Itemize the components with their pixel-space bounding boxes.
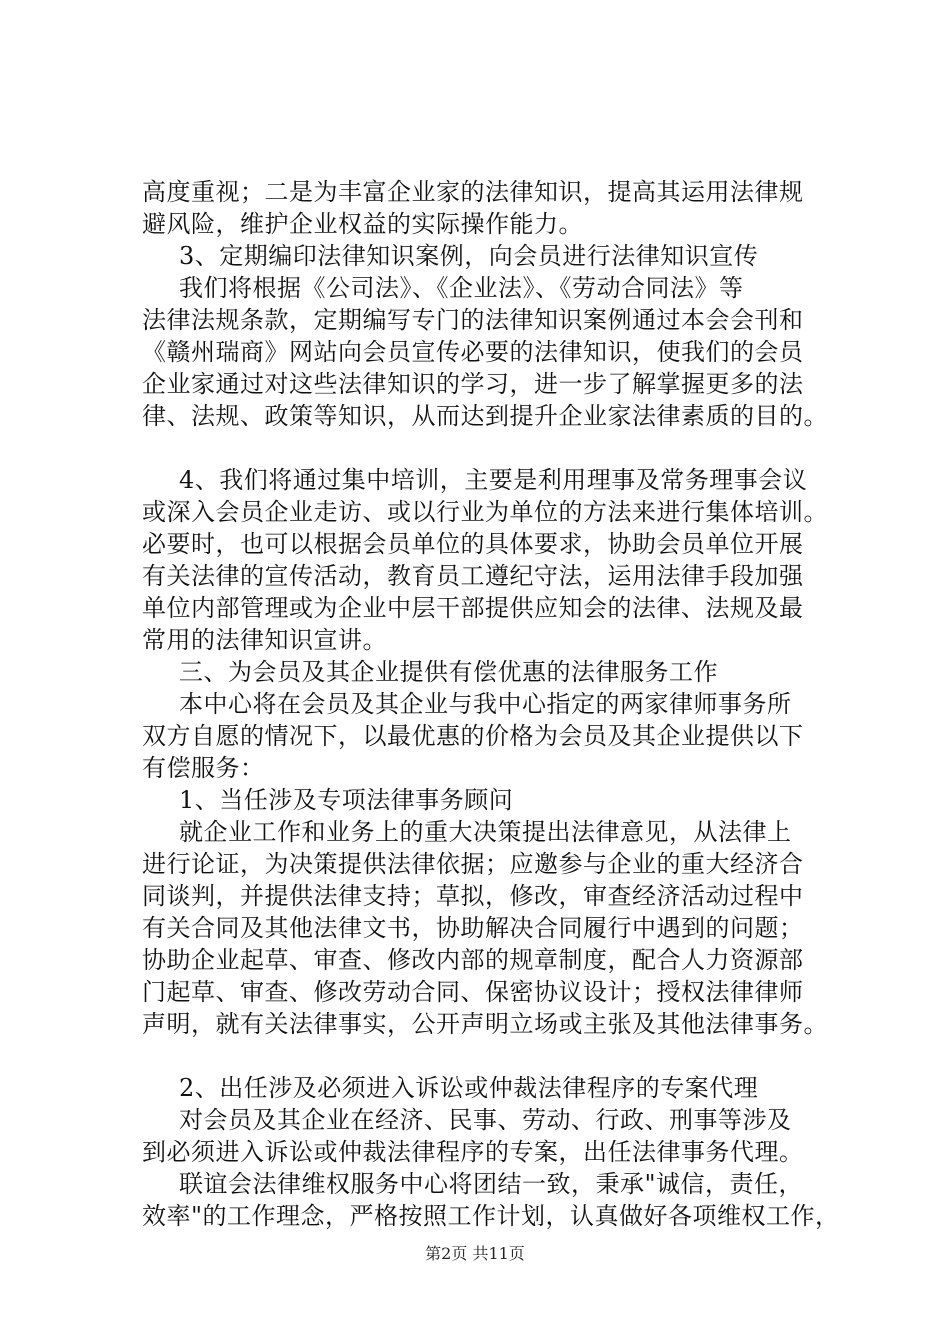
text-line: 高度重视；二是为丰富企业家的法律知识，提高其运用法律规 — [142, 178, 804, 206]
text-line: 4、我们将通过集中培训，主要是利用理事及常务理事会议 — [179, 466, 808, 494]
document-body — [142, 176, 842, 1232]
text-line: 避风险，维护企业权益的实际操作能力。 — [142, 210, 583, 238]
text-line: 协助企业起草、审查、修改内部的规章制度，配合人力资源部 — [142, 946, 804, 974]
text-line: 就企业工作和业务上的重大决策提出法律意见，从法律上 — [179, 818, 792, 846]
text-line: 声明，就有关法律事实，公开声明立场或主张及其他法律事务。 — [142, 1010, 828, 1038]
section-heading: 3、定期编印法律知识案例，向会员进行法律知识宣传 — [179, 242, 759, 270]
text-line: 律、法规、政策等知识，从而达到提升企业家法律素质的目的。 — [142, 402, 828, 430]
section-heading: 三、为会员及其企业提供有偿优惠的法律服务工作 — [179, 658, 718, 686]
blank-line — [142, 1040, 842, 1072]
text-line: 对会员及其企业在经济、民事、劳动、行政、刑事等涉及 — [179, 1106, 792, 1134]
text-line: 双方自愿的情况下，以最优惠的价格为会员及其企业提供以下 — [142, 722, 804, 750]
text-line: 法律法规条款，定期编写专门的法律知识案例通过本会会刊和 — [142, 306, 804, 334]
text-line: 有偿服务： — [142, 754, 265, 782]
text-line: 单位内部管理或为企业中层干部提供应知会的法律、法规及最 — [142, 594, 804, 622]
section-heading: 1、当任涉及专项法律事务顾问 — [179, 786, 514, 814]
text-line: 企业家通过对这些法律知识的学习，进一步了解掌握更多的法 — [142, 370, 804, 398]
text-line: 同谈判，并提供法律支持；草拟，修改，审查经济活动过程中 — [142, 882, 804, 910]
text-line: 到必须进入诉讼或仲裁法律程序的专案，出任法律事务代理。 — [142, 1138, 804, 1166]
text-line: 效率"的工作理念，严格按照工作计划，认真做好各项维权工作， — [142, 1202, 840, 1230]
text-line: 有关合同及其他法律文书，协助解决合同履行中遇到的问题； — [142, 914, 804, 942]
section-heading: 2、出任涉及必须进入诉讼或仲裁法律程序的专案代理 — [179, 1074, 759, 1102]
text-line: 联谊会法律维权服务中心将团结一致，秉承"诚信，责任， — [179, 1170, 804, 1198]
text-line: 我们将根据《公司法》、《企业法》、《劳动合同法》等 — [179, 274, 744, 302]
page-number-footer: 第2页 共11页 — [425, 1244, 525, 1263]
text-line: 《赣州瑞商》网站向会员宣传必要的法律知识，使我们的会员 — [142, 338, 804, 366]
text-line: 本中心将在会员及其企业与我中心指定的两家律师事务所 — [179, 690, 792, 718]
text-line: 必要时，也可以根据会员单位的具体要求，协助会员单位开展 — [142, 530, 804, 558]
text-line: 或深入会员企业走访、或以行业为单位的方法来进行集体培训。 — [142, 498, 828, 526]
text-line: 常用的法律知识宣讲。 — [142, 626, 387, 654]
blank-line — [142, 432, 842, 464]
text-line: 有关法律的宣传活动，教育员工遵纪守法，运用法律手段加强 — [142, 562, 804, 590]
text-line: 进行论证，为决策提供法律依据；应邀参与企业的重大经济合 — [142, 850, 804, 878]
text-line: 门起草、审查、修改劳动合同、保密协议设计；授权法律律师 — [142, 978, 804, 1006]
